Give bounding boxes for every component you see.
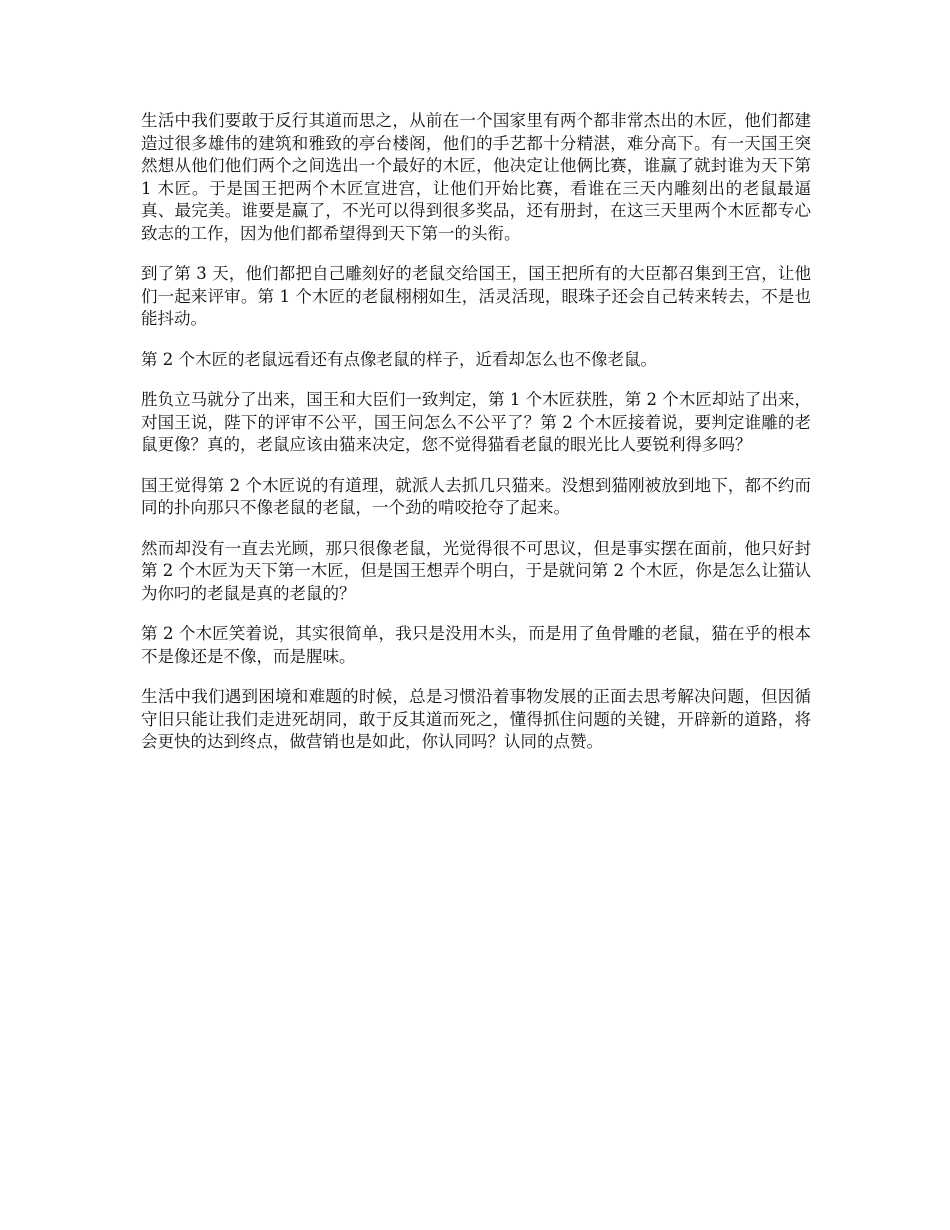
paragraph: 胜负立马就分了出来，国王和大臣们一致判定，第 1 个木匠获胜，第 2 个木匠却站了出来，对国王说，陛下的评审不公平，国王问怎么不公平了？第 2 个木匠接着说，要判定谁雕的老鼠更像？真的，老鼠应该由猫来决定，您不觉得猫看老鼠的眼光比人要锐利得多吗？ (141, 390, 811, 454)
paragraph: 到了第 3 天，他们都把自己雕刻好的老鼠交给国王，国王把所有的大臣都召集到王宫，让他们一起来评审。第 1 个木匠的老鼠栩栩如生，活灵活现，眼珠子还会自己转来转去，不是也能抖动。 (141, 264, 811, 328)
paragraph: 生活中我们要敢于反行其道而思之，从前在一个国家里有两个都非常杰出的木匠，他们都建造过很多雄伟的建筑和雅致的亭台楼阁，他们的手艺都十分精湛，难分高下。有一天国王突然想从他们他们两个之间选出一个最好的木匠，他决定让他俩比赛，谁赢了就封谁为天下第 1 木匠。于是国王把两个木匠宣进宫，让他们开始比赛，看谁在三天内雕刻出的老鼠最逼真、最完美。谁要是赢了，不光可以得到很多奖品，还有册封，在这三天里两个木匠都专心致志的工作，因为他们都希望得到天下第一的头衔。 (141, 111, 811, 243)
paragraph: 生活中我们遇到困境和难题的时候，总是习惯沿着事物发展的正面去思考解决问题，但因循守旧只能让我们走进死胡同，敢于反其道而死之，懂得抓住问题的关键，开辟新的道路，将会更快的达到终点，做营销也是如此，你认同吗？认同的点赞。 (141, 687, 811, 751)
paragraph: 第 2 个木匠笑着说，其实很简单，我只是没用木头，而是用了鱼骨雕的老鼠，猫在乎的根本不是像还是不像，而是腥味。 (141, 624, 811, 666)
document-body (141, 110, 811, 772)
paragraph: 然而却没有一直去光顾，那只很像老鼠，光觉得很不可思议，但是事实摆在面前，他只好封第 2 个木匠为天下第一木匠，但是国王想弄个明白，于是就问第 2 个木匠，你是怎么让猫认为你叼的老鼠是真的老鼠的？ (141, 538, 811, 603)
paragraph: 国王觉得第 2 个木匠说的有道理，就派人去抓几只猫来。没想到猫刚被放到地下，都不约而同的扑向那只不像老鼠的老鼠，一个劲的啃咬抢夺了起来。 (141, 475, 811, 517)
paragraph: 第 2 个木匠的老鼠远看还有点像老鼠的样子，近看却怎么也不像老鼠。 (141, 349, 657, 369)
